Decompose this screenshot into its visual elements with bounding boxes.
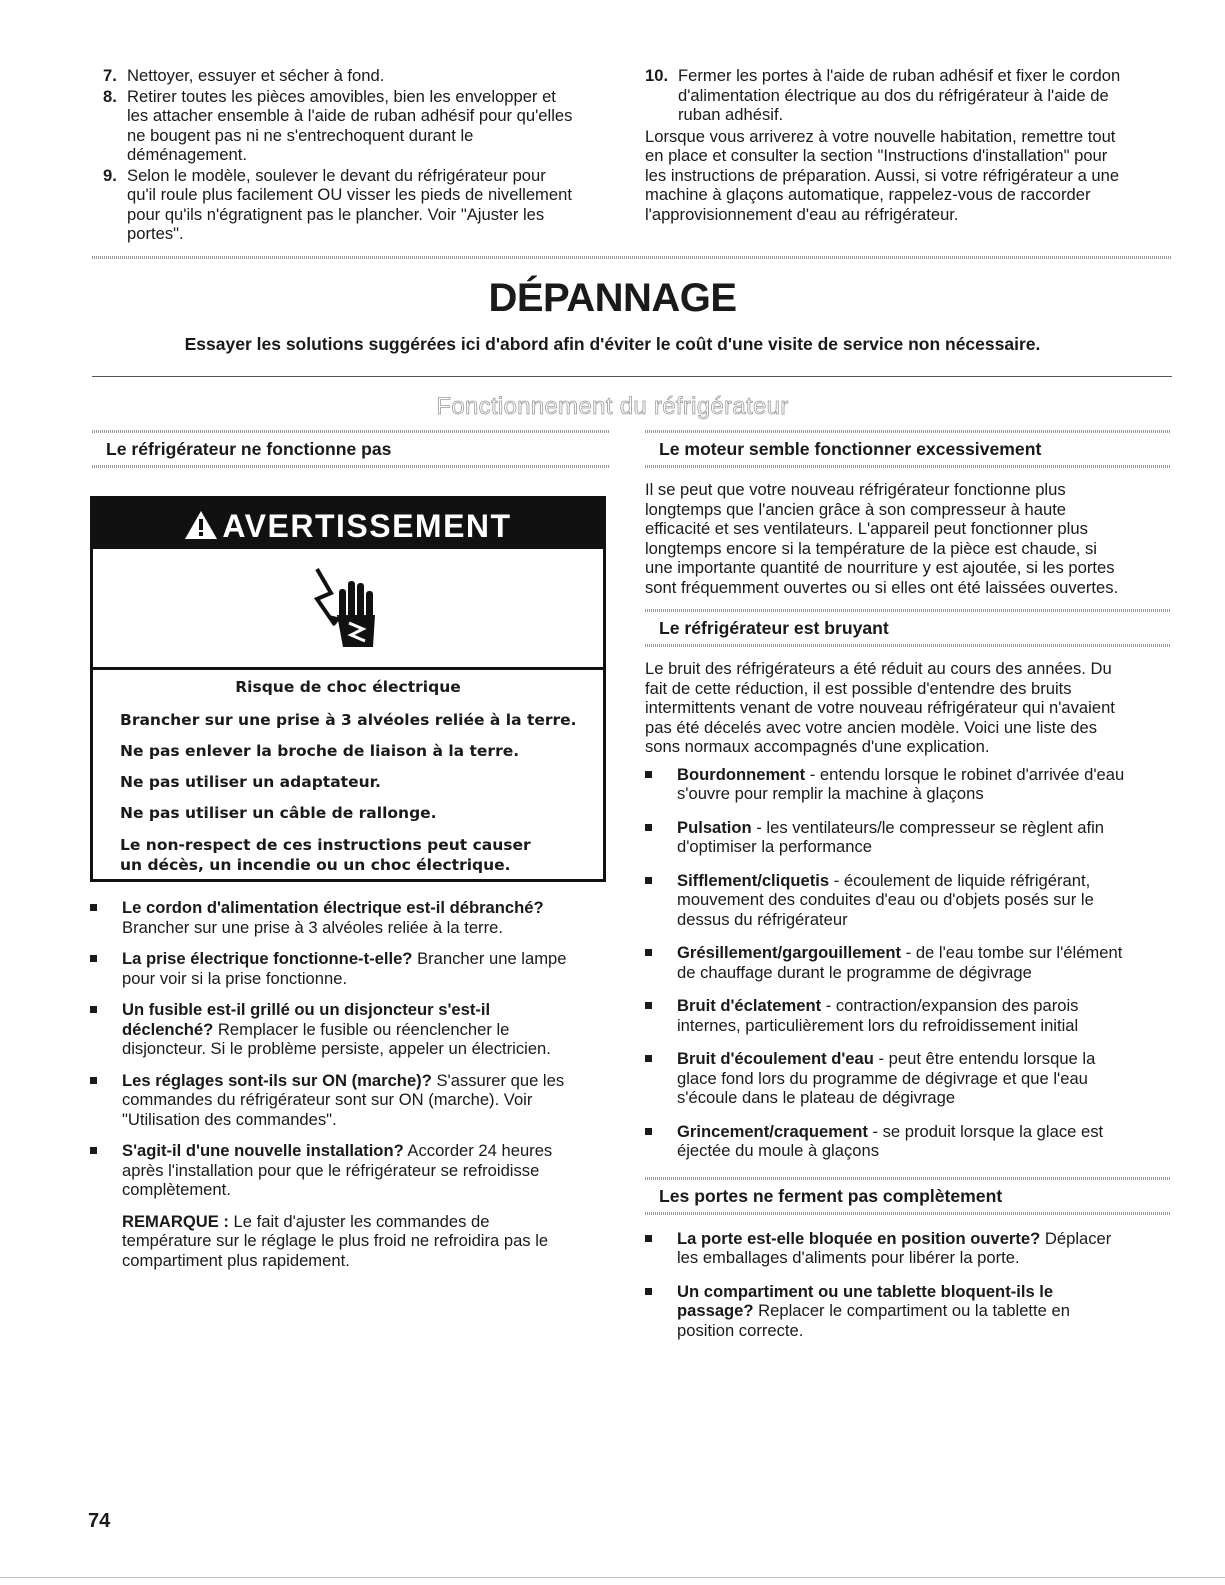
left-bullets <box>90 898 615 1270</box>
noise-item <box>645 871 1170 930</box>
check-answer: Brancher une lampe <box>412 949 567 968</box>
section-heading: Les portes ne ferment pas complètement <box>659 1185 1003 1206</box>
bullet-square-icon <box>645 1288 652 1295</box>
divider <box>92 465 610 468</box>
check-answer: complètement. <box>122 1180 231 1199</box>
bullet-square-icon <box>645 824 652 831</box>
step-text: les attacher ensemble à l'aide de ruban adhésif pour qu'elles <box>127 106 573 125</box>
paragraph-line: les instructions de préparation. Aussi, si votre réfrigérateur a une <box>645 165 1120 185</box>
section-heading: Le moteur semble fonctionner excessivement <box>659 439 1042 459</box>
paragraph-line: sons normaux accompagnés d'une explication. <box>645 737 990 756</box>
check-question: S'agit-il d'une nouvelle installation? <box>122 1141 404 1160</box>
note <box>90 1212 615 1271</box>
check-answer: Accorder 24 heures <box>403 1141 553 1160</box>
noise-item <box>645 1049 1170 1108</box>
noise-explanation: d'optimiser la performance <box>677 837 873 856</box>
note-text: compartiment plus rapidement. <box>122 1250 350 1270</box>
noise-explanation: éjectée du moule à glaçons <box>677 1141 880 1160</box>
noise-item <box>645 943 1170 982</box>
page-subtitle: Essayer les solutions suggérées ici d'abord afin d'éviter le coût d'une visite de service non nécessaire. <box>184 334 1041 354</box>
warning-risk: Risque de choc électrique <box>235 678 461 696</box>
check-question: La prise électrique fonctionne-t-elle? <box>122 949 413 968</box>
noise-explanation: - entendu lorsque le robinet d'arrivée d'eau <box>805 764 1125 784</box>
noise-explanation: - écoulement de liquide réfrigérant, <box>829 870 1091 890</box>
section-title: Fonctionnement du réfrigérateur <box>436 393 789 420</box>
motor-paragraph <box>645 480 1170 597</box>
paragraph-line: sont fréquemment ouvertes ou si elles ont été laissées ouvertes. <box>645 577 1119 597</box>
step-text: ne bougent pas ni ne s'entrechoquent durant le <box>127 125 474 145</box>
check-item <box>90 1000 615 1059</box>
check-answer: après l'installation pour que le réfrigérateur se refroidisse <box>122 1160 540 1180</box>
step-text: ruban adhésif. <box>678 105 784 124</box>
paragraph-line: fait de cette réduction, il est possible d'entendre des bruits <box>645 678 1072 698</box>
step-number: 9. <box>103 165 117 185</box>
warning-triangle-icon <box>184 510 218 540</box>
check-question: Un fusible est-il grillé ou un disjoncteur s'est-il <box>122 1000 491 1019</box>
paragraph-line: une importante quantité de nourriture y est ajoutée, si les portes <box>645 558 1115 577</box>
paragraph-line: longtemps encore si la température de la pièce est chaude, si <box>645 538 1097 558</box>
warning-header <box>93 499 603 549</box>
check-question: passage? <box>677 1301 754 1320</box>
warning-header-text: AVERTISSEMENT <box>222 508 512 544</box>
section-heading: Le réfrigérateur est bruyant <box>659 618 889 638</box>
noise-name: Grincement/craquement <box>677 1121 868 1141</box>
noise-explanation: s'écoule dans le plateau de dégivrage <box>677 1088 956 1107</box>
step-text: Selon le modèle, soulever le devant du réfrigérateur pour <box>127 165 546 185</box>
warning-line: Brancher sur une prise à 3 alvéoles reliée à la terre. <box>120 711 577 729</box>
noise-explanation: dessus du réfrigérateur <box>677 909 848 929</box>
noise-item <box>645 818 1170 857</box>
hazard-icon-area <box>93 549 603 670</box>
warning-line: Ne pas utiliser un câble de rallonge. <box>120 804 437 822</box>
check-answer: position correcte. <box>677 1320 804 1340</box>
check-question: Les réglages sont-ils sur ON (marche)? <box>122 1070 432 1090</box>
noise-item <box>645 996 1170 1035</box>
check-answer: pour voir si la prise fonctionne. <box>122 968 348 988</box>
check-item <box>90 949 615 988</box>
step-item <box>645 66 1175 125</box>
step-text: Fermer les portes à l'aide de ruban adhésif et fixer le cordon <box>678 66 1121 85</box>
step-item <box>103 166 623 244</box>
step-text: portes". <box>127 224 184 243</box>
noise-name: Sifflement/cliquetis <box>677 870 830 890</box>
paragraph-line: intermittents venant de votre nouveau réfrigérateur qui n'avaient <box>645 698 1115 717</box>
top-right-steps <box>645 66 1175 224</box>
paragraph-line: Le bruit des réfrigérateurs a été réduit au cours des années. Du <box>645 659 1112 678</box>
paragraph-line: machine à glaçons automatique, rappelez-vous de raccorder <box>645 185 1091 204</box>
noise-item <box>645 765 1170 804</box>
check-item <box>645 1282 1170 1341</box>
check-item <box>645 1229 1170 1268</box>
bullet-square-icon <box>645 949 652 956</box>
noise-name: Bourdonnement <box>677 764 806 784</box>
check-answer: Replacer le compartiment ou la tablette en <box>753 1301 1070 1320</box>
divider <box>92 376 1172 377</box>
step-text: Nettoyer, essuyer et sécher à fond. <box>127 66 385 85</box>
check-answer: Remplacer le fusible ou réenclencher le <box>213 1019 510 1039</box>
electric-shock-hand-icon <box>303 563 393 653</box>
page-title: DÉPANNAGE <box>488 276 737 320</box>
bullet-square-icon <box>645 1128 652 1135</box>
step-text: Retirer toutes les pièces amovibles, bien les envelopper et <box>127 86 556 106</box>
noise-explanation: internes, particulièrement lors du refroidissement initial <box>677 1015 1079 1035</box>
step-text: d'alimentation électrique au dos du réfrigérateur à l'aide de <box>678 85 1109 105</box>
warning-line: Ne pas utiliser un adaptateur. <box>120 773 381 791</box>
step-item <box>103 87 623 165</box>
noise-explanation: glace fond lors du programme de dégivrage et que l'eau <box>677 1068 1088 1088</box>
check-answer: disjoncteur. Si le problème persiste, appeler un électricien. <box>122 1039 551 1058</box>
step-text: déménagement. <box>127 145 247 164</box>
paragraph-line: Il se peut que votre nouveau réfrigérateur fonctionne plus <box>645 480 1066 499</box>
bullet-square-icon <box>90 1006 97 1013</box>
noise-name: Bruit d'éclatement <box>677 996 822 1015</box>
noise-explanation: mouvement des conduites d'eau ou d'objets posés sur le <box>677 890 1094 909</box>
paragraph-line: en place et consulter la section "Instructions d'installation" pour <box>645 146 1108 165</box>
bullet-square-icon <box>90 904 97 911</box>
noise-item <box>645 1122 1170 1161</box>
page-number: 74 <box>88 1510 111 1532</box>
check-item <box>90 898 615 937</box>
warning-consequence: un décès, un incendie ou un choc électrique. <box>120 856 511 874</box>
bullet-square-icon <box>645 1055 652 1062</box>
paragraph-line: Lorsque vous arriverez à votre nouvelle habitation, remettre tout <box>645 126 1116 146</box>
divider <box>92 256 1172 259</box>
step-number: 7. <box>103 66 117 85</box>
warning-box <box>90 496 606 882</box>
paragraph-line: longtemps que l'ancien grâce à son compresseur à haute <box>645 499 1067 519</box>
warning-line: Ne pas enlever la broche de liaison à la terre. <box>120 742 520 760</box>
step-text: qu'il roule plus facilement OU visser les pieds de nivellement <box>127 185 572 204</box>
bullet-square-icon <box>645 771 652 778</box>
step-number: 8. <box>103 86 117 106</box>
check-item <box>90 1071 615 1130</box>
check-question: déclenché? <box>122 1019 214 1039</box>
check-question: La porte est-elle bloquée en position ouverte? <box>677 1228 1041 1248</box>
noise-explanation: - contraction/expansion des parois <box>821 996 1079 1015</box>
noise-explanation: - peut être entendu lorsque la <box>873 1049 1096 1068</box>
note-label: REMARQUE : <box>122 1211 229 1231</box>
noise-explanation: - se produit lorsque la glace est <box>867 1121 1104 1141</box>
bullet-square-icon <box>90 1147 97 1154</box>
noise-name: Grésillement/gargouillement <box>677 943 902 962</box>
noise-explanation: s'ouvre pour remplir la machine à glaçons <box>677 784 984 803</box>
noise-paragraph <box>645 659 1170 757</box>
warning-consequence: Le non-respect de ces instructions peut causer <box>120 836 531 854</box>
section-heading: Le réfrigérateur ne fonctionne pas <box>106 439 392 459</box>
check-item <box>90 1141 615 1200</box>
bullet-square-icon <box>645 1235 652 1242</box>
noise-name: Bruit d'écoulement d'eau <box>677 1049 874 1068</box>
check-answer: les emballages d'aliments pour libérer la porte. <box>677 1248 1020 1267</box>
paragraph-line: pas été décelés avec votre ancien modèle. Voici une liste des <box>645 717 1097 737</box>
divider <box>0 1577 1225 1578</box>
check-answer: commandes du réfrigérateur sont sur ON (marche). Voir <box>122 1090 533 1109</box>
warning-text <box>93 667 603 875</box>
step-number: 10. <box>645 66 669 85</box>
divider <box>645 465 1170 468</box>
check-question: Un compartiment ou une tablette bloquent-ils le <box>677 1281 1054 1301</box>
left-heading-block <box>92 430 610 468</box>
step-text: pour qu'ils n'égratignent pas le plancher. Voir "Ajuster les <box>127 204 545 224</box>
right-column <box>645 430 1170 1352</box>
moving-paragraph <box>645 127 1175 225</box>
step-item <box>103 66 623 86</box>
check-answer: Déplacer <box>1040 1228 1112 1248</box>
paragraph-line: efficacité et ses ventilateurs. L'appareil peut fonctionner plus <box>645 519 1088 538</box>
paragraph-line: l'approvisionnement d'eau au réfrigérateur. <box>645 204 959 224</box>
bullet-square-icon <box>90 955 97 962</box>
note-text: température sur le réglage le plus froid ne refroidira pas le <box>122 1231 549 1250</box>
check-answer: "Utilisation des commandes". <box>122 1109 337 1129</box>
bullet-square-icon <box>645 1002 652 1009</box>
note-text: Le fait d'ajuster les commandes de <box>228 1211 490 1231</box>
noise-name: Pulsation <box>677 817 752 837</box>
divider <box>645 644 1170 647</box>
noise-explanation: - les ventilateurs/le compresseur se règlent afin <box>751 817 1105 837</box>
bullet-square-icon <box>645 877 652 884</box>
divider <box>645 1212 1170 1215</box>
noise-explanation: de chauffage durant le programme de dégivrage <box>677 962 1032 982</box>
check-answer: Brancher sur une prise à 3 alvéoles reliée à la terre. <box>122 917 503 937</box>
bullet-square-icon <box>90 1077 97 1084</box>
top-left-steps <box>103 66 623 245</box>
noise-explanation: - de l'eau tombe sur l'élément <box>901 943 1123 962</box>
check-answer: S'assurer que les <box>431 1070 565 1090</box>
check-question: Le cordon d'alimentation électrique est-il débranché? <box>122 898 544 917</box>
